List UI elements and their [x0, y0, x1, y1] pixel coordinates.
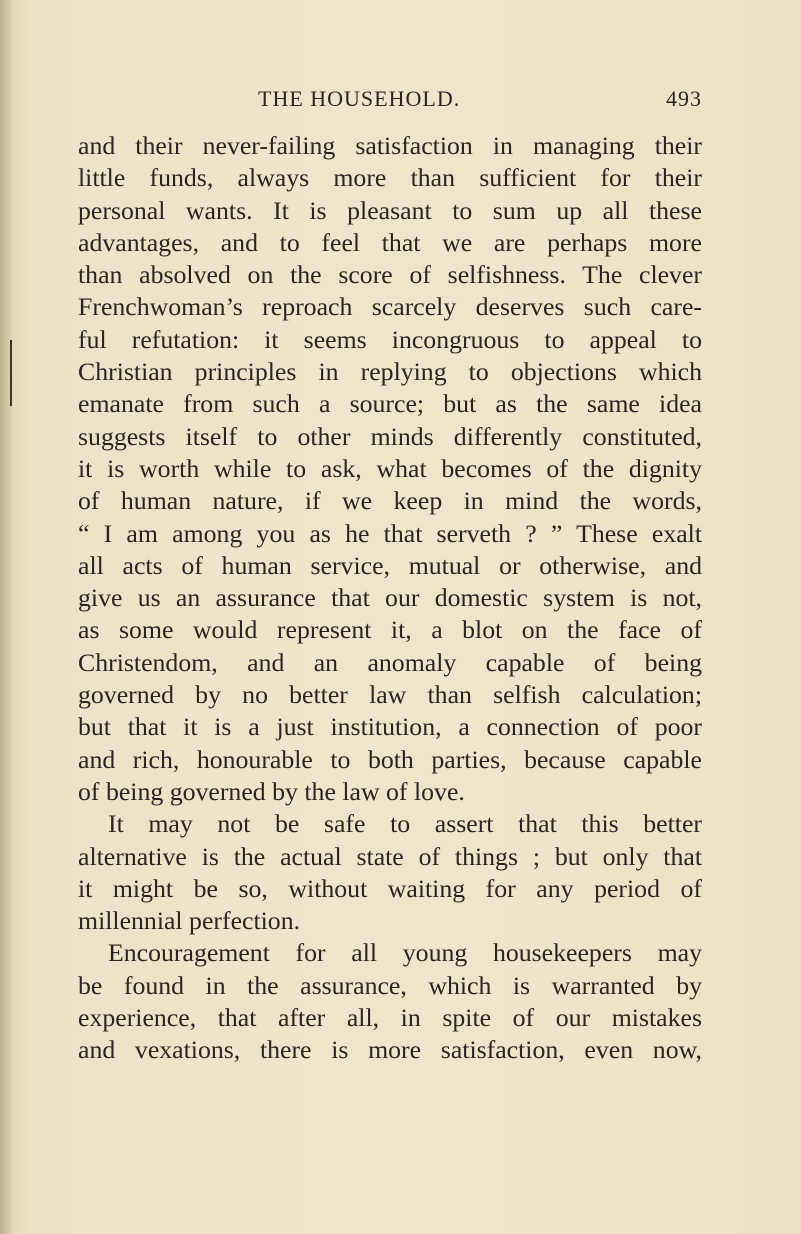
margin-mark — [10, 340, 12, 406]
text-line: “ I am among you as he that serveth ? ” These exalt — [78, 518, 702, 548]
text-line: Frenchwoman’s reproach scarcely deserves such care- — [78, 292, 702, 322]
text-line: it might be so, without waiting for any period of — [78, 873, 702, 903]
text-line: and vexations, there is more satisfaction, even now, — [78, 1035, 702, 1065]
text-line: all acts of human service, mutual or otherwise, and — [78, 550, 702, 580]
running-head: THE HOUSEHOLD. — [258, 86, 461, 111]
text-line: personal wants. It is pleasant to sum up all these — [78, 195, 702, 225]
paragraph-start-line: It may not be safe to assert that this better — [108, 809, 702, 839]
text-line: little funds, always more than sufficient for their — [78, 163, 702, 193]
paragraph-end-line: of being governed by the law of love. — [78, 776, 465, 806]
text-line: governed by no better law than selfish calculation; — [78, 680, 702, 710]
gutter-shadow — [0, 0, 14, 1234]
text-line: of human nature, if we keep in mind the words, — [78, 486, 702, 516]
text-line: and rich, honourable to both parties, because capable — [78, 744, 702, 774]
text-line: than absolved on the score of selfishness. The clever — [78, 260, 702, 290]
text-line: be found in the assurance, which is warranted by — [78, 970, 702, 1000]
text-line: and their never-failing satisfaction in managing their — [78, 131, 702, 160]
text-line: it is worth while to ask, what becomes of the dignity — [78, 453, 702, 483]
text-line: experience, that after all, in spite of our mistakes — [78, 1003, 702, 1033]
text-line: ful refutation: it seems incongruous to appeal to — [78, 324, 702, 354]
text-line: advantages, and to feel that we are perhaps more — [78, 227, 702, 257]
text-line: suggests itself to other minds differently constituted, — [78, 421, 702, 451]
page-header — [258, 86, 702, 116]
text-line: give us an assurance that our domestic system is not, — [78, 583, 702, 613]
text-line: Christendom, and an anomaly capable of being — [78, 647, 702, 677]
paragraph-end-line: millennial perfection. — [78, 906, 301, 936]
text-line: but that it is a just institution, a connection of poor — [78, 712, 702, 742]
text-line: alternative is the actual state of things ; but only that — [78, 841, 702, 871]
text-line: as some would represent it, a blot on the face of — [78, 615, 702, 645]
page-number: 493 — [666, 86, 702, 111]
text-line: emanate from such a source; but as the same idea — [78, 389, 702, 419]
paragraph-start-line: Encouragement for all young housekeepers may — [108, 938, 702, 968]
body-text — [78, 130, 702, 1067]
text-line: Christian principles in replying to objections which — [78, 357, 702, 387]
